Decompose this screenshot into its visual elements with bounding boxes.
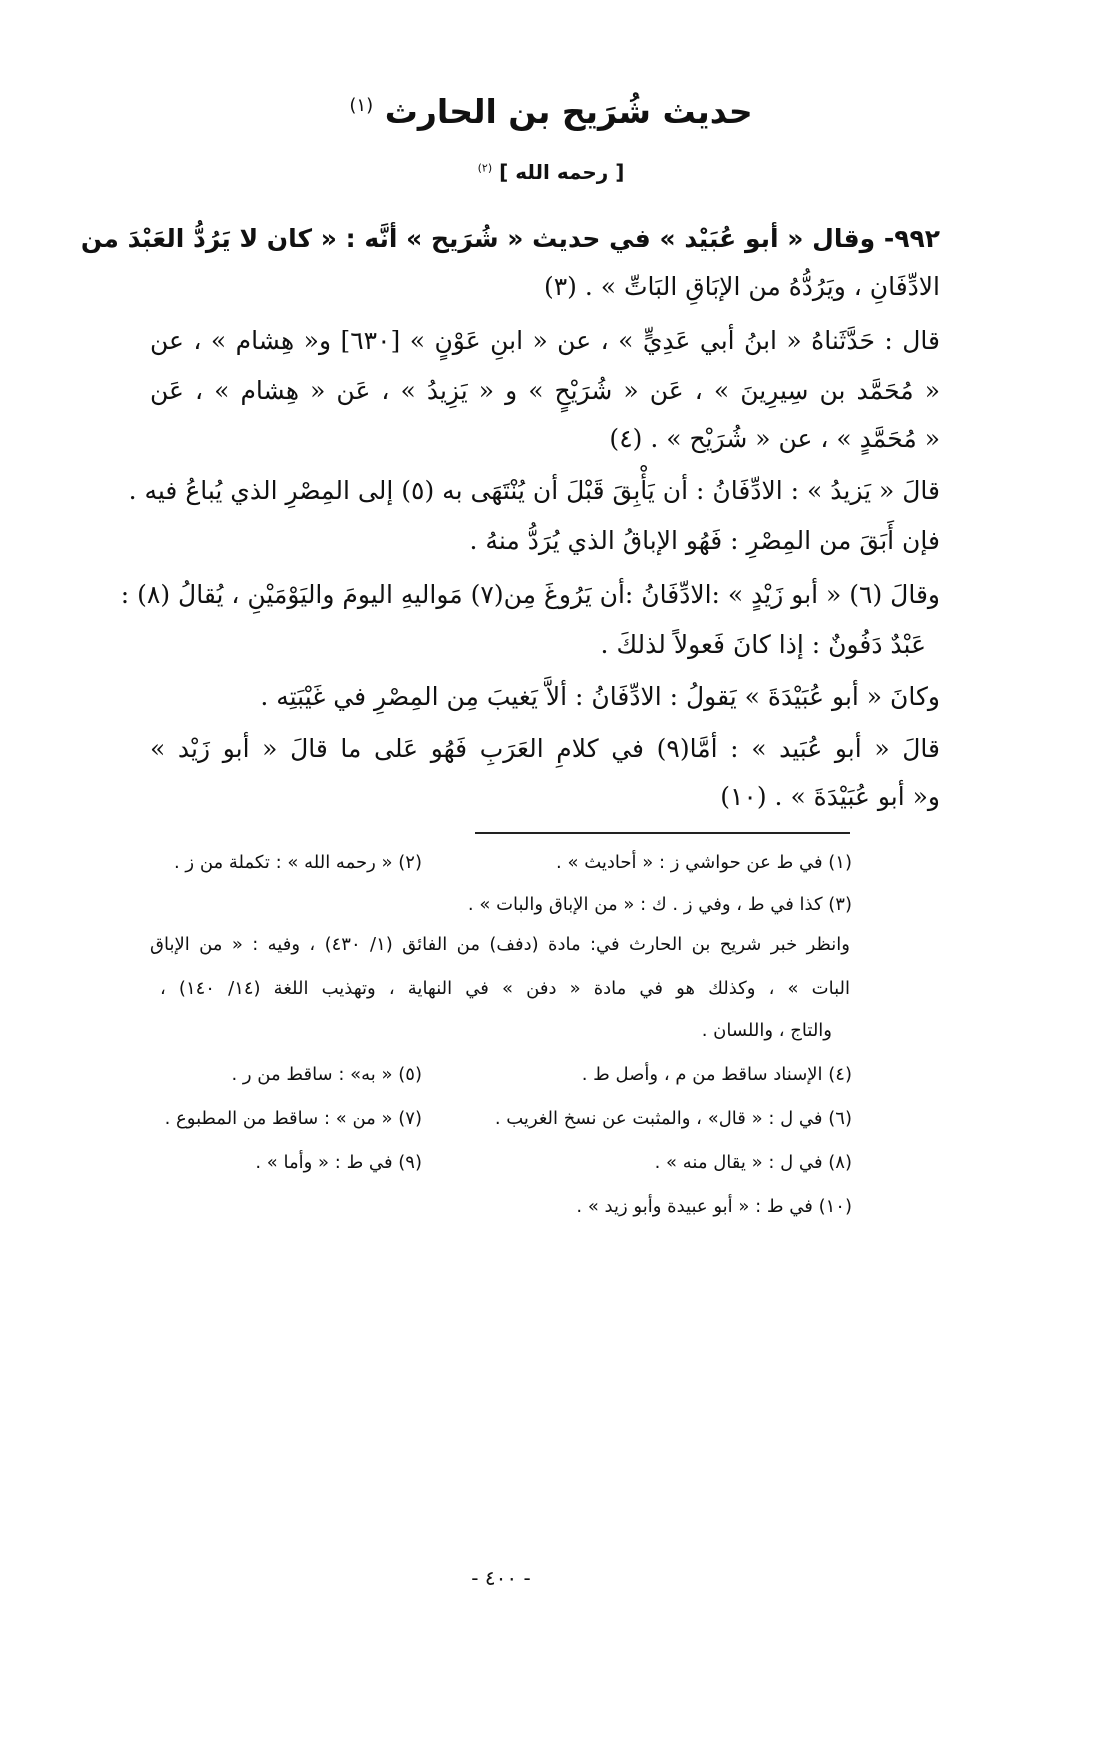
text-line: عَبْدٌ دَفُونٌ : إذا كانَ فَعولاً لذلكَ . <box>600 630 926 659</box>
text-line: قالَ « أبو عُبَيد » : أمَّا(٩) في كلامِ العَرَبِ فَهُو عَلى ما قالَ « أبو زَيْد » <box>150 734 940 763</box>
text-line: وكانَ « أبو عُبَيْدَةَ » يَقولُ : الادِّفَانُ : ألاَّ يَغيبَ مِن المِصْرِ في غَيْبَتِه . <box>260 682 940 711</box>
footnote-4: (٤) الإسناد ساقط من م ، وأصل ط . <box>581 1064 852 1085</box>
title-footnote-ref: (١) <box>349 95 374 116</box>
text-line: الادِّفَانِ ، ويَرُدُّهُ من الإبَاقِ البَاتِّ » . (٣) <box>543 272 940 301</box>
footnote-3-continued: والتاج ، واللسان . <box>701 1020 832 1041</box>
text-line: ٩٩٢- وقال « أبو عُبَيْد » في حديث « شُرَيح » أنَّه : « كان لا يَرُدُّ العَبْدَ من <box>80 224 940 253</box>
footnote-2: (٢) « رحمه الله » : تكملة من ز . <box>173 852 422 873</box>
text-line: فإن أَبَقَ من المِصْرِ : فَهُو الإباقُ الذي يُرَدُّ منهُ . <box>469 526 940 555</box>
page-number: - ٤٠٠ - <box>471 1566 531 1590</box>
text-line: قالَ « يَزيدُ » : الادِّفَانُ : أن يَأْبِقَ قَبْلَ أن يُنْتَهَى به (٥) إلى المِصْرِ الذي يُباعُ فيه . <box>128 476 940 505</box>
page-subtitle <box>0 160 1102 184</box>
footnote-separator <box>475 832 850 834</box>
footnote-5: (٥) « به» : ساقط من ر . <box>231 1064 422 1085</box>
footnote-3-continued: وانظر خبر شريح بن الحارث في: مادة (دفف) من الفائق (١/ ٤٣٠) ، وفيه : « من الإباق <box>150 934 850 955</box>
footnote-8: (٨) في ل : « يقال منه » . <box>654 1152 852 1173</box>
text-line: وقالَ (٦) « أبو زَيْدٍ » :الادِّفَانُ :أن يَرُوغَ مِن(٧) مَواليهِ اليومَ واليَوْمَيْنِ ، يُقالُ (٨) : <box>120 580 940 609</box>
footnote-3-continued: البات » ، وكذلك هو في مادة « دفن » في النهاية ، وتهذيب اللغة (١٤/ ١٤٠) ، <box>160 978 850 999</box>
footnote-7: (٧) « من » : ساقط من المطبوع . <box>164 1108 422 1129</box>
page-title <box>0 92 1102 131</box>
text-line: « مُحَمَّد بن سِيرِينَ » ، عَن « شُرَيْحٍ » و « يَزِيدُ » ، عَن « هِشام » ، عَن <box>150 376 940 405</box>
subtitle-footnote-ref: (٢) <box>477 161 493 175</box>
text-line: قال : حَدَّثَناهُ « ابنُ أبي عَدِيٍّ » ، عن « ابنِ عَوْنٍ » [٦٣٠] و« هِشام » ، عن <box>150 326 940 355</box>
footnote-1: (١) في ط عن حواشي ز : « أحاديث » . <box>556 852 852 873</box>
footnote-6: (٦) في ل : « قال» ، والمثبت عن نسخ الغريب . <box>494 1108 852 1129</box>
text-line: « مُحَمَّدٍ » ، عن « شُرَيْح » . (٤) <box>609 424 940 453</box>
footnote-10: (١٠) في ط : « أبو عبيدة وأبو زيد » . <box>576 1196 852 1217</box>
subtitle-text: [ رحمه الله ] <box>499 160 625 184</box>
footnote-3: (٣) كذا في ط ، وفي ز . ك : « من الإباق والبات » . <box>467 894 852 915</box>
text-line: و« أبو عُبَيْدَةَ » . (١٠) <box>720 782 940 811</box>
title-text: حديث شُرَيح بن الحارث <box>384 92 753 131</box>
footnote-9: (٩) في ط : « وأما » . <box>255 1152 422 1173</box>
